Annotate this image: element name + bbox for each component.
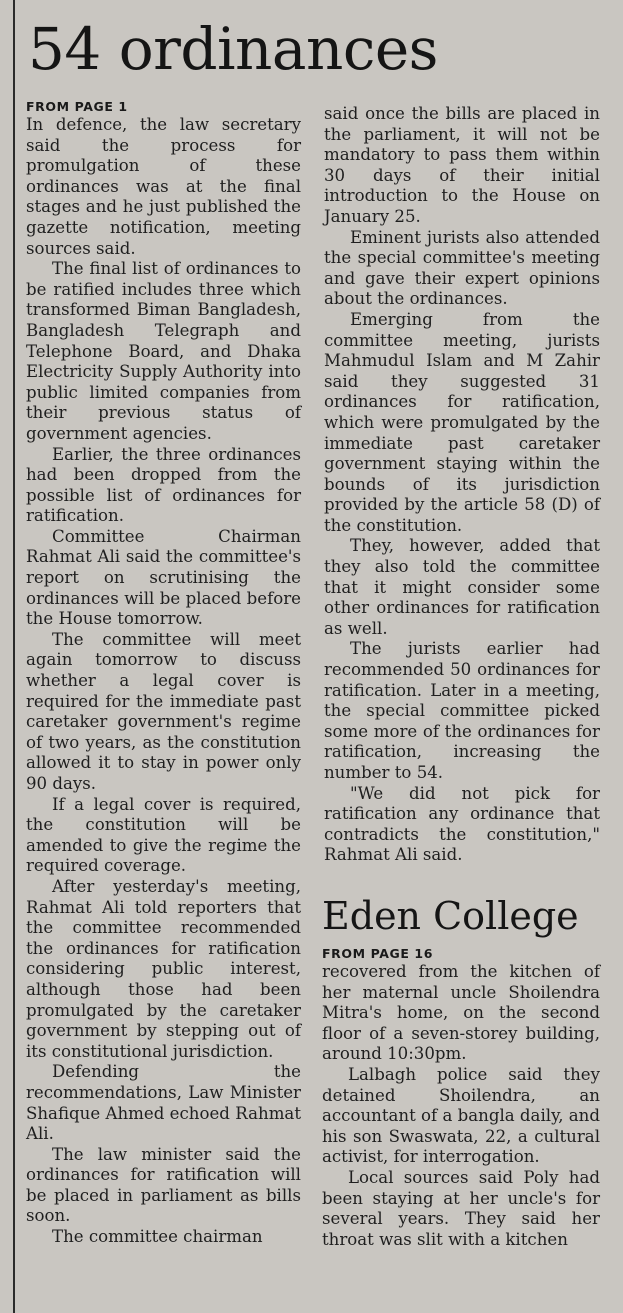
paragraph: Lalbagh police said they detained Shoilendra, an accountant of a bangla daily, and his son Swaswata, 22, a cultural activist, for interrogation. — [322, 1064, 600, 1167]
paragraph: Emerging from the committee meeting, jurists Mahmudul Islam and M Zahir said they suggested 31 ordinances for ratification, which were promulgated by the immediate past caretaker government staying within the bounds of its jurisdiction provided by the article 58 (D) of the constitution. — [324, 309, 600, 535]
paragraph: recovered from the kitchen of her maternal uncle Shoilendra Mitra's home, on the second floor of a seven-storey building, around 10:30pm. — [322, 962, 600, 1064]
paragraph: "We did not pick for ratification any ordinance that contradicts the constitution," Rahmat Ali said. — [324, 783, 600, 865]
paragraph: The committee chairman — [52, 1227, 263, 1247]
paragraph: After yesterday's meeting, Rahmat Ali told reporters that the committee recommended the ordinances for ratification considering public interest, although those had been promulgated by the caretaker government by stepping out of its constitutional jurisdiction. — [26, 876, 301, 1061]
main-story-kicker: FROM PAGE 1 — [26, 99, 128, 114]
paragraph: said once the bills are placed in the parliament, it will not be mandatory to pass them within 30 days of their initial introduction to the House on January 25. — [324, 104, 600, 226]
second-story-kicker: FROM PAGE 16 — [322, 946, 434, 961]
paragraph: The committee will meet again tomorrow to discuss whether a legal cover is required for the immediate past caretaker government's regime of two years, as the constitution allowed it to stay in power only 90 days. — [26, 629, 301, 793]
paragraph: Local sources said Poly had been staying at her uncle's for several years. They said her throat was slit with a kitchen — [322, 1167, 600, 1249]
paragraph: Committee Chairman Rahmat Ali said the committee's report on scrutinising the ordinances will be placed before the House tomorrow. — [26, 526, 301, 629]
paragraph: The law minister said the ordinances for ratification will be placed in parliament as bills soon. — [26, 1144, 301, 1226]
paragraph: In defence, the law secretary said the process for promulgation of these ordinances was at the final stages and he just published the gazette notification, meeting sources said. — [26, 115, 301, 258]
column-rule — [13, 0, 15, 1313]
paragraph: The jurists earlier had recommended 50 ordinances for ratification. Later in a meeting, the special committee picked some more of the ordinances for ratification, increasing the number to 54. — [324, 639, 600, 782]
second-story-column — [322, 946, 600, 1250]
paragraph: Earlier, the three ordinances had been dropped from the possible list of ordinances for ratification. — [26, 444, 301, 526]
paragraph: The final list of ordinances to be ratified includes three which transformed Biman Bangladesh, Bangladesh Telegraph and Telephone Board, and Dhaka Electricity Supply Authority into public limited companies from their previous status of government agencies. — [26, 259, 301, 443]
paragraph: Eminent jurists also attended the special committee's meeting and gave their expert opinions about the ordinances. — [324, 227, 600, 309]
main-story-left-column — [26, 99, 301, 1248]
paragraph: If a legal cover is required, the constitution will be amended to give the regime the required coverage. — [26, 794, 301, 876]
paragraph: They, however, added that they also told the committee that it might consider some other ordinances for ratification as well. — [324, 536, 600, 638]
second-headline: Eden College — [322, 894, 579, 938]
main-story-right-column — [324, 104, 600, 866]
paragraph: Defending the recommendations, Law Minister Shafique Ahmed echoed Rahmat Ali. — [26, 1062, 301, 1144]
main-headline: 54 ordinances — [28, 15, 438, 83]
